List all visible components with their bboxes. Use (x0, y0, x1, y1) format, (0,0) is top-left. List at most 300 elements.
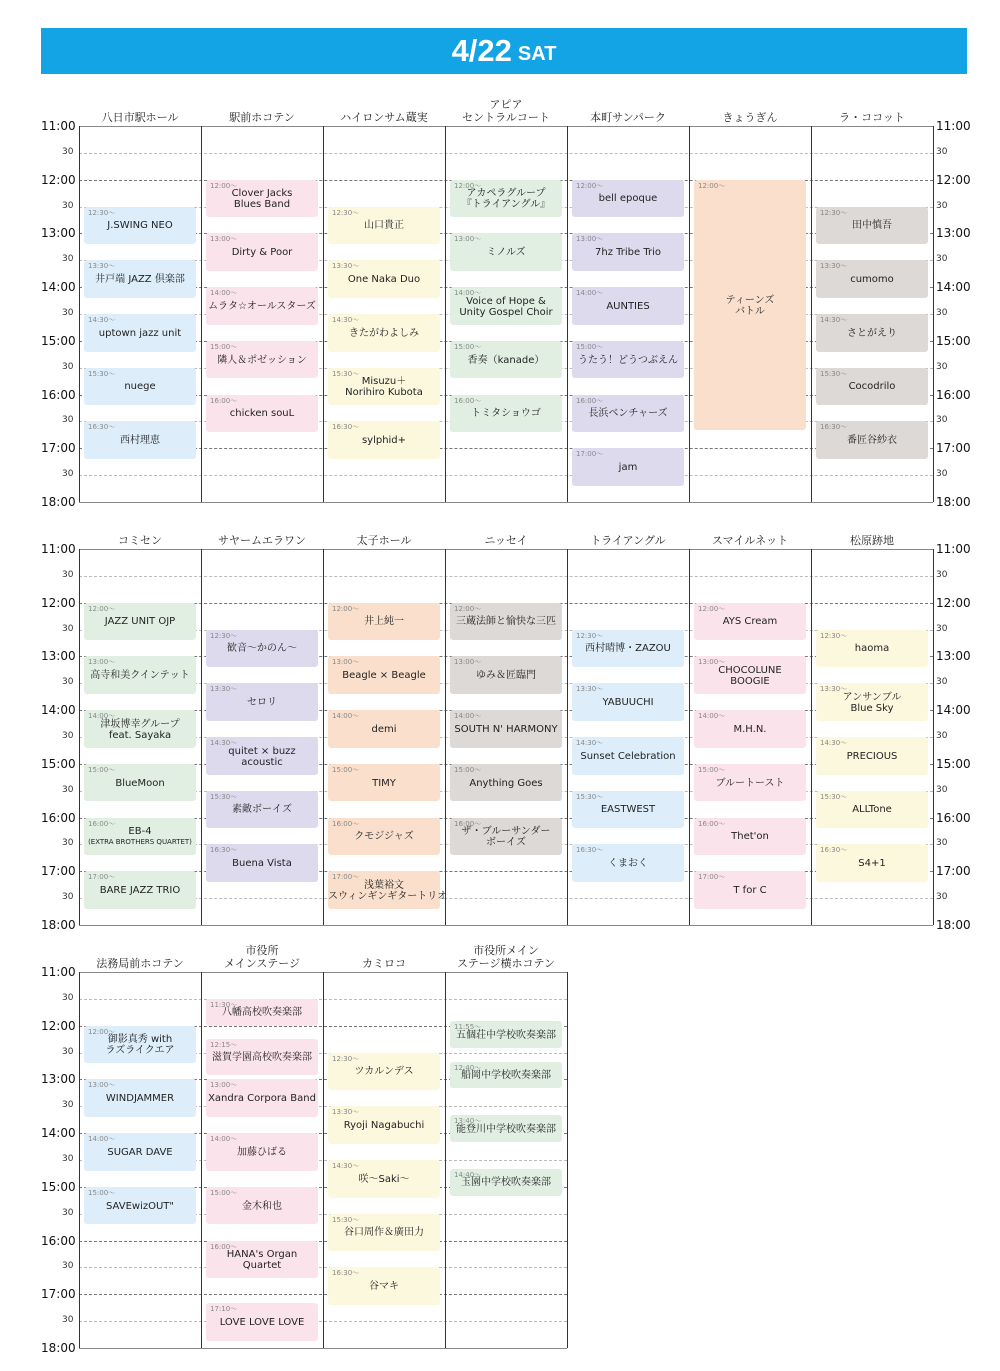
event-start-time: 14:30〜 (820, 315, 848, 324)
event-name (328, 435, 440, 446)
time-label-right: 12:00 (936, 595, 971, 610)
event-start-time: 12:00〜 (332, 604, 360, 613)
event-name (328, 617, 440, 628)
event-name (450, 1070, 562, 1081)
event-block[interactable] (694, 818, 806, 856)
event-block[interactable] (328, 207, 440, 245)
event-block[interactable] (206, 630, 318, 668)
event-start-time: 17:00〜 (88, 873, 116, 882)
event-name (84, 719, 196, 741)
event-name-line: Quartet (242, 1260, 282, 1272)
column-divider (567, 972, 568, 1348)
venue-header (689, 534, 811, 547)
event-block[interactable] (450, 1062, 562, 1089)
event-block[interactable] (450, 1021, 562, 1048)
event-name-line: ゆみ＆匠臨門 (476, 670, 536, 682)
event-block[interactable] (206, 737, 318, 775)
event-name-line: haoma (854, 643, 890, 655)
event-start-time: 12:00〜 (210, 181, 238, 190)
event-block[interactable] (328, 656, 440, 694)
event-name (206, 1317, 318, 1328)
event-name (816, 692, 928, 714)
event-block[interactable] (328, 260, 440, 298)
event-block[interactable] (694, 871, 806, 909)
weekday-label: SAT (517, 42, 557, 65)
event-start-time: 13:00〜 (454, 658, 482, 667)
event-block[interactable] (84, 603, 196, 641)
column-divider (445, 549, 446, 925)
event-name-line: TIMY (372, 777, 396, 789)
event-name (450, 670, 562, 681)
venue-header (811, 534, 933, 547)
event-name-line: 歓音〜かのん〜 (227, 643, 297, 655)
time-label-right: 30 (936, 677, 948, 688)
venue-header (567, 111, 689, 124)
event-name (84, 1147, 196, 1158)
event-block[interactable] (694, 180, 806, 431)
time-label: 12:00 (41, 172, 76, 187)
event-block[interactable] (206, 180, 318, 218)
event-block[interactable] (816, 737, 928, 775)
event-start-time: 11:30〜 (210, 1000, 238, 1009)
event-start-time: 13:00〜 (88, 658, 116, 667)
event-name (328, 778, 440, 789)
event-name-line: 西村晴博・ZAZOU (585, 643, 671, 655)
column-divider (811, 549, 812, 925)
time-label: 30 (62, 623, 74, 634)
event-name (450, 1030, 562, 1041)
event-name (450, 1124, 562, 1135)
time-label: 16:00 (41, 810, 76, 825)
event-block[interactable] (450, 341, 562, 379)
event-name-line: Dirty & Poor (231, 247, 293, 259)
event-block[interactable] (572, 630, 684, 668)
event-start-time: 14:00〜 (88, 1135, 116, 1144)
event-block[interactable] (816, 260, 928, 298)
venue-header (323, 957, 445, 970)
event-name (694, 778, 806, 789)
time-label-right: 15:00 (936, 756, 971, 771)
time-label: 30 (62, 677, 74, 688)
event-start-time: 15:30〜 (576, 792, 604, 801)
event-name-line: Ryoji Nagabuchi (343, 1120, 425, 1132)
event-start-time: 15:30〜 (332, 1215, 360, 1224)
event-block[interactable] (572, 683, 684, 721)
time-label: 11:00 (41, 965, 76, 979)
event-block[interactable] (572, 737, 684, 775)
event-block[interactable] (694, 656, 806, 694)
event-name-line: ツカルンデス (354, 1066, 414, 1078)
event-name-line: Clover Jacks (231, 188, 293, 200)
event-name-line: chicken souL (229, 408, 295, 420)
venue-name-line: 八日市駅ホール (101, 111, 179, 124)
time-label: 16:00 (41, 387, 76, 402)
event-name-line: Voice of Hope & (466, 295, 546, 307)
event-start-time: 14:30〜 (88, 315, 116, 324)
event-start-time: 14:00〜 (576, 289, 604, 298)
event-start-time: 16:00〜 (454, 819, 482, 828)
event-name-line: 番匠谷紗衣 (847, 435, 897, 447)
event-name-line: さとがえり (847, 327, 897, 339)
event-start-time: 12:00〜 (454, 181, 482, 190)
time-label: 18:00 (41, 917, 76, 932)
event-start-time: 15:00〜 (210, 1188, 238, 1197)
event-block[interactable] (694, 710, 806, 748)
event-block[interactable] (328, 710, 440, 748)
event-block[interactable] (206, 1133, 318, 1171)
event-name (328, 1066, 440, 1077)
time-label: 12:00 (41, 595, 76, 610)
time-label-right: 13:00 (936, 649, 971, 664)
event-block[interactable] (206, 791, 318, 829)
event-name (450, 355, 562, 366)
time-label-right: 18:00 (936, 494, 971, 509)
time-label-right: 30 (936, 146, 948, 157)
event-start-time: 12:30〜 (332, 208, 360, 217)
event-name (206, 1093, 318, 1104)
event-block[interactable] (84, 764, 196, 802)
event-start-time: 13:30〜 (820, 685, 848, 694)
event-start-time: 13:00〜 (698, 658, 726, 667)
column-divider (689, 126, 690, 502)
event-block[interactable] (450, 233, 562, 271)
event-name (450, 1177, 562, 1188)
event-block[interactable] (328, 871, 448, 909)
venue-name-line: トライアングル (590, 534, 666, 547)
event-block[interactable] (572, 844, 684, 882)
event-block[interactable] (206, 999, 318, 1026)
event-name-line: BOOGIE (730, 676, 770, 688)
column-divider (445, 126, 446, 502)
time-label: 11:00 (41, 119, 76, 133)
time-label: 30 (62, 469, 74, 480)
event-name (206, 1052, 318, 1063)
event-name-line: SAVEwizOUT" (106, 1200, 174, 1212)
event-start-time: 12:00〜 (698, 181, 726, 190)
event-name (816, 643, 928, 654)
event-block[interactable] (816, 207, 928, 245)
event-block[interactable] (206, 1039, 318, 1075)
event-block[interactable] (84, 1133, 196, 1171)
event-block[interactable] (84, 656, 196, 694)
event-name-line: ミノルズ (486, 247, 526, 259)
event-name (206, 1201, 318, 1212)
time-label: 17:00 (41, 441, 76, 456)
event-name-line: アンサンブル (842, 692, 902, 704)
event-start-time: 14:30〜 (576, 738, 604, 747)
event-block[interactable] (450, 656, 562, 694)
event-block[interactable] (572, 448, 684, 486)
event-block[interactable] (450, 603, 562, 641)
event-name (206, 643, 318, 654)
event-name-line: SUGAR DAVE (107, 1146, 173, 1158)
event-name-line: Cocodrilo (848, 381, 896, 393)
time-label: 30 (62, 892, 74, 903)
event-block[interactable] (328, 421, 440, 459)
event-name (450, 296, 562, 318)
event-block[interactable] (206, 233, 318, 271)
event-block[interactable] (816, 844, 928, 882)
event-block[interactable] (450, 818, 562, 856)
event-block[interactable] (694, 764, 806, 802)
time-label: 30 (62, 784, 74, 795)
event-name (84, 617, 196, 628)
event-name-line: YABUUCHI (602, 697, 654, 709)
event-subtitle: (EXTRA BROTHERS QUARTET) (88, 838, 192, 847)
venue-header (79, 957, 201, 970)
event-name-line: 玉園中学校吹奏楽部 (461, 1177, 551, 1189)
time-label: 30 (62, 307, 74, 318)
event-name-line: J.SWING NEO (107, 220, 173, 232)
event-name-line: acoustic (241, 756, 283, 768)
time-label-right: 14:00 (936, 280, 971, 295)
event-name (572, 804, 684, 815)
event-name-line: M.H.N. (733, 723, 767, 735)
event-name-line: Norihiro Kubota (345, 387, 423, 399)
event-block[interactable] (206, 1241, 318, 1279)
event-block[interactable] (328, 1267, 440, 1305)
event-name (450, 189, 562, 211)
event-name-line: 田中慎吾 (852, 220, 892, 232)
event-block[interactable] (84, 368, 196, 406)
time-label-right: 30 (936, 254, 948, 265)
event-name-line: WINDJAMMER (105, 1093, 175, 1105)
event-name-line: Thet'on (731, 831, 769, 843)
time-label: 30 (62, 415, 74, 426)
event-block[interactable] (84, 710, 196, 748)
event-block[interactable] (328, 368, 440, 406)
time-label: 12:00 (41, 1018, 76, 1033)
event-name (572, 247, 684, 258)
time-label: 14:00 (41, 703, 76, 718)
event-block[interactable] (84, 871, 196, 909)
event-name (84, 778, 196, 789)
event-start-time: 12:00〜 (698, 604, 726, 613)
time-label-right: 18:00 (936, 917, 971, 932)
event-start-time: 13:30〜 (88, 262, 116, 271)
time-label: 15:00 (41, 756, 76, 771)
event-name-line: SOUTH N' HARMONY (454, 723, 558, 735)
event-block[interactable] (572, 233, 684, 271)
event-block[interactable] (328, 314, 440, 352)
venue-name-line: コミセン (118, 534, 162, 547)
event-block[interactable] (328, 764, 440, 802)
event-name (450, 408, 562, 419)
grid-line (79, 576, 933, 577)
grid-line (79, 126, 933, 127)
event-block[interactable] (328, 1214, 440, 1252)
event-name (450, 778, 562, 789)
event-block[interactable] (816, 314, 928, 352)
event-name-line: 素敵ボーイズ (232, 804, 292, 816)
event-block[interactable] (206, 341, 318, 379)
event-block[interactable] (572, 791, 684, 829)
time-label-right: 17:00 (936, 864, 971, 879)
column-divider (201, 126, 202, 502)
time-label: 30 (62, 200, 74, 211)
event-start-time: 16:00〜 (210, 396, 238, 405)
event-name-line: One Naka Duo (347, 274, 421, 286)
event-name-line: EB-4 (128, 826, 152, 838)
event-block[interactable] (328, 1053, 440, 1091)
time-label: 30 (62, 1153, 74, 1164)
time-label-right: 30 (936, 569, 948, 580)
event-name (816, 858, 928, 869)
event-block[interactable] (572, 395, 684, 433)
event-block[interactable] (450, 287, 562, 325)
event-start-time: 14:00〜 (332, 712, 360, 721)
event-start-time: 14:30〜 (210, 738, 238, 747)
venue-name-line: 本町サンパーク (590, 111, 666, 124)
event-start-time: 16:00〜 (698, 819, 726, 828)
event-block[interactable] (84, 207, 196, 245)
event-block[interactable] (84, 1079, 196, 1117)
event-start-time: 16:30〜 (332, 423, 360, 432)
event-name-line: うたう！どうつぶえん (578, 354, 678, 366)
event-block[interactable] (328, 1160, 440, 1198)
event-start-time: 15:00〜 (698, 765, 726, 774)
event-name-line: スウィンギンギタートリオ (328, 891, 448, 903)
event-name-line: 浅葉裕文 (364, 880, 404, 892)
event-block[interactable] (328, 1106, 440, 1144)
event-block[interactable] (84, 260, 196, 298)
event-name-line: ザ・ブルーサンダー (461, 826, 551, 838)
event-block[interactable] (206, 395, 318, 433)
event-block[interactable] (816, 791, 928, 829)
event-name (694, 885, 806, 896)
event-block[interactable] (816, 630, 928, 668)
event-block[interactable] (206, 1187, 318, 1225)
time-label: 30 (62, 992, 74, 1003)
event-name (572, 643, 684, 654)
event-block[interactable] (328, 818, 440, 856)
event-start-time: 12:40〜 (454, 1063, 482, 1072)
event-block[interactable] (206, 844, 318, 882)
event-block[interactable] (450, 1115, 562, 1142)
event-block[interactable] (206, 683, 318, 721)
event-block[interactable] (206, 1303, 318, 1341)
event-start-time: 16:00〜 (332, 819, 360, 828)
event-start-time: 14:00〜 (210, 289, 238, 298)
event-name (572, 355, 684, 366)
column-divider (445, 972, 446, 1348)
venue-name-line: ハイロンサム蔵実 (340, 111, 428, 124)
time-label-right: 11:00 (936, 119, 971, 133)
event-block[interactable] (328, 603, 440, 641)
event-start-time: 13:30〜 (576, 685, 604, 694)
venue-header (323, 111, 445, 124)
time-label-right: 30 (936, 784, 948, 795)
event-name-line: 『トライアングル』 (461, 199, 551, 211)
event-name-line: ムラタ☆オールスターズ (208, 300, 316, 312)
event-block[interactable] (572, 287, 684, 325)
event-block[interactable] (450, 1169, 562, 1196)
event-block[interactable] (206, 1079, 318, 1117)
event-name-line: 7hz Tribe Trio (595, 247, 661, 259)
event-name (328, 880, 448, 903)
event-name-line: 香奏（kanade） (467, 354, 545, 366)
event-start-time: 17:00〜 (576, 450, 604, 459)
event-start-time: 12:00〜 (88, 604, 116, 613)
venue-header (79, 111, 201, 124)
event-start-time: 14:30〜 (820, 738, 848, 747)
time-label: 16:00 (41, 1233, 76, 1248)
event-start-time: 16:00〜 (88, 819, 116, 828)
venue-header (445, 944, 567, 970)
grid-line (79, 448, 933, 449)
time-label-right: 30 (936, 892, 948, 903)
venue-header (201, 534, 323, 547)
time-label: 15:00 (41, 333, 76, 348)
grid-line (79, 153, 933, 154)
event-start-time: 15:00〜 (454, 765, 482, 774)
column-divider (79, 126, 80, 502)
venue-name-line: ステージ横ホコテン (456, 957, 555, 970)
event-name-line: 滋賀学園高校吹奏楽部 (212, 1052, 312, 1064)
event-start-time: 13:00〜 (576, 235, 604, 244)
event-start-time: 14:40〜 (454, 1170, 482, 1179)
event-name-line: ALLTone (852, 804, 892, 816)
event-block[interactable] (84, 1187, 196, 1225)
event-block[interactable] (572, 341, 684, 379)
event-block[interactable] (816, 421, 928, 459)
event-name-line: nuege (124, 381, 156, 393)
event-name-line: Blue Sky (850, 703, 894, 715)
event-block[interactable] (84, 314, 196, 352)
event-name-line: 五個荘中学校吹奏楽部 (456, 1029, 556, 1041)
venue-name-line: メインステージ (223, 957, 300, 970)
column-divider (567, 126, 568, 502)
event-start-time: 15:00〜 (210, 342, 238, 351)
event-name-line: ボーイズ (486, 837, 526, 849)
event-name (328, 328, 440, 339)
venue-header (811, 111, 933, 124)
event-name (328, 377, 440, 399)
event-block[interactable] (816, 368, 928, 406)
event-block[interactable] (206, 287, 318, 325)
event-block[interactable] (84, 421, 196, 459)
event-start-time: 13:00〜 (454, 235, 482, 244)
event-block[interactable] (816, 683, 928, 721)
event-name-line: Xandra Corpora Band (208, 1093, 316, 1105)
event-start-time: 16:00〜 (454, 396, 482, 405)
grid-line (79, 549, 933, 550)
column-divider (323, 549, 324, 925)
event-name (84, 1035, 196, 1057)
time-label-right: 30 (936, 415, 948, 426)
venue-header (689, 111, 811, 124)
event-start-time: 17:00〜 (698, 873, 726, 882)
event-block[interactable] (450, 395, 562, 433)
event-start-time: 14:00〜 (88, 712, 116, 721)
event-name (328, 670, 440, 681)
event-block[interactable] (84, 1026, 196, 1064)
event-name (206, 1147, 318, 1158)
event-block[interactable] (450, 180, 562, 218)
event-name (206, 1007, 318, 1018)
event-block[interactable] (450, 764, 562, 802)
column-divider (811, 126, 812, 502)
venue-name-line: スマイルネット (711, 534, 789, 547)
event-name-line: 加藤ひばる (237, 1146, 287, 1158)
event-block[interactable] (694, 603, 806, 641)
event-block[interactable] (572, 180, 684, 218)
event-start-time: 11:55〜 (454, 1023, 482, 1032)
event-name-line: きたがわよしみ (349, 327, 419, 339)
event-name (206, 804, 318, 815)
event-block[interactable] (450, 710, 562, 748)
event-block[interactable] (84, 818, 196, 856)
